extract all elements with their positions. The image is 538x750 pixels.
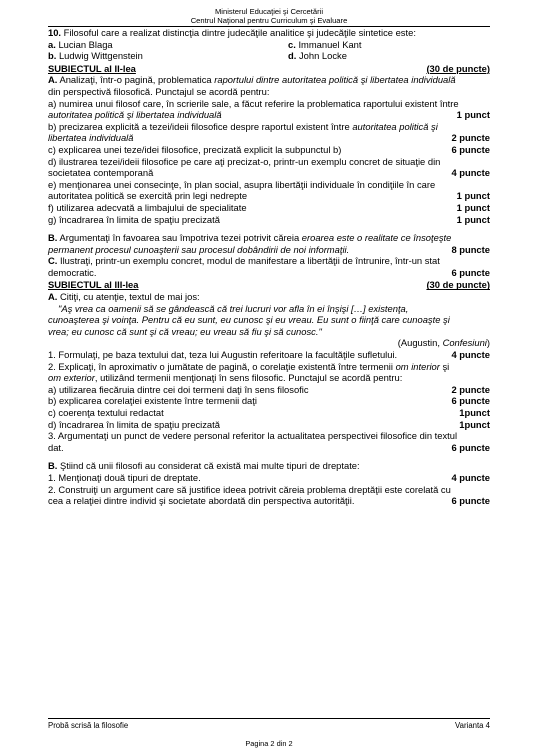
s3-b-item-1: [48, 472, 490, 484]
text: c) coerenţa textului redactat: [48, 407, 164, 418]
item-letter: C.: [48, 255, 58, 267]
text: 1. Menţionaţi două tipuri de dreptate.: [48, 471, 201, 483]
text: democratic.: [48, 266, 97, 278]
s3-item-2-cont: [48, 372, 490, 384]
points: 1 punct: [456, 201, 490, 213]
text: b) explicarea corelaţiei existente între termenii daţi: [48, 395, 257, 407]
question-number: 10.: [48, 27, 62, 38]
points: 4 puncte: [451, 471, 490, 483]
s3-a-intro: [48, 291, 490, 303]
text: , utilizând termenii menţionaţi în sens filosofic. Punctajul se acordă pentru:: [94, 372, 403, 384]
text: şi: [439, 360, 450, 372]
s3-item-2c: [48, 407, 490, 419]
text: Citiţi, cu atenţie, textul de mai jos:: [59, 291, 200, 303]
text: cea a relaţiei dintre individ şi societate abordată din perspectiva autorităţii.: [48, 495, 355, 507]
text: b) precizarea explicită a tezei/ideii filosofice despre raportul existent între: [48, 120, 353, 132]
quote-source: [48, 337, 490, 349]
center-name: Centrul Naţional pentru Curriculum şi Evaluare: [48, 16, 490, 27]
quote-line: "Aş vrea ca oamenii să se gândească că trei lucruri vor afla în ei înşişi […] existenţa,: [58, 302, 409, 314]
s2-item-b: [48, 121, 490, 133]
italic-text: eroarea este o realitate ce însoţeşte: [301, 232, 452, 244]
points: 2 puncte: [451, 383, 490, 395]
answer-options: [48, 39, 490, 62]
text: 2. Explicaţi, în aproximativ o jumătate de pagină, o corelaţie existentă între termenii: [48, 360, 396, 372]
footer-variant: Varianta 4: [455, 721, 490, 730]
s2-c: [48, 255, 490, 267]
footer-exam-name: Probă scrisă la filosofie: [48, 721, 129, 730]
s3-item-1: [48, 349, 490, 361]
s2-a-intro-cont: din perspectivă filosofică. Punctajul se acordă pentru:: [48, 85, 270, 97]
option-letter: a.: [48, 38, 56, 50]
section-points: (30 de puncte): [426, 279, 490, 291]
text: Ilustraţi, printr-un exemplu concret, modul de manifestare a libertăţii de întrunire, într-un stat: [59, 255, 440, 267]
italic-text: autoritatea politică şi: [352, 120, 438, 132]
s2-b-cont: [48, 244, 490, 256]
text: 1. Formulaţi, pe baza textului dat, teza lui Augustin referitoare la facultăţile sufletului.: [48, 349, 398, 361]
s3-b-item-2-cont: [48, 495, 490, 507]
item-letter: A.: [48, 74, 58, 86]
section-points: (30 de puncte): [426, 62, 490, 74]
s2-item-a-cont: [48, 109, 490, 121]
text: Argumentaţi în favoarea sau împotriva tezei potrivit căreia: [59, 232, 302, 244]
s3-b-intro: [48, 460, 490, 472]
italic-text: om exterior: [48, 372, 95, 384]
text: d) încadrarea în limita de spaţiu precizată: [48, 418, 220, 430]
s2-item-e-cont: [48, 190, 490, 202]
points: 6 puncte: [451, 266, 490, 278]
points: 1 punct: [456, 213, 490, 225]
spacer: [48, 225, 490, 232]
s2-b: [48, 232, 490, 244]
section-title: SUBIECTUL al III-lea: [48, 279, 139, 291]
option-d: [288, 50, 490, 62]
points: 2 puncte: [451, 132, 490, 144]
option-b: [48, 50, 288, 62]
italic-text: permanent procesul cunoaşterii sau procesul dobândirii de noi informaţii.: [48, 243, 350, 255]
option-letter: c.: [288, 38, 296, 50]
text: Analizaţi, într-o pagină, problematica: [59, 74, 215, 86]
italic-text: Confesiuni: [442, 337, 487, 349]
points: 1punct: [459, 418, 490, 430]
s2-item-d-cont: [48, 167, 490, 179]
spacer: [48, 453, 490, 460]
question-text: Filosoful care a realizat distincţia dintre judecăţile analitice şi judecăţile sintetice este:: [63, 27, 416, 38]
s2-item-e: e) menţionarea unei consecinţe, în plan social, asupra libertăţii individuale în condiţiile în care: [48, 178, 436, 190]
points: 6 puncte: [451, 441, 490, 453]
points: 1 punct: [456, 109, 490, 121]
text: dat.: [48, 441, 64, 453]
option-text: Lucian Blaga: [58, 38, 113, 50]
exam-page: [48, 7, 490, 507]
text: a) utilizarea fiecăruia dintre cei doi termeni daţi în sens filosofic: [48, 383, 309, 395]
text: autoritatea politică se exercită prin legi nedrepte: [48, 190, 248, 202]
text: ): [486, 337, 490, 349]
points: 1punct: [459, 407, 490, 418]
page-number: Pagina 2 din 2: [245, 739, 293, 748]
section-heading-2: [48, 63, 490, 75]
points: 8 puncte: [451, 243, 490, 255]
points: 6 puncte: [451, 143, 490, 155]
section-heading-3: [48, 279, 490, 291]
s2-item-c: [48, 144, 490, 156]
section-title: SUBIECTUL al II-lea: [48, 62, 136, 74]
page-footer: [48, 718, 490, 731]
text: c) explicarea unei teze/idei filosofice, precizată explicit la subpunctul b): [48, 143, 342, 155]
points: 6 puncte: [451, 495, 490, 507]
text: Ştiind că unii filosofi au considerat că există mai multe tipuri de dreptate:: [59, 460, 360, 472]
page-header: [48, 7, 490, 27]
s3-item-3: 3. Argumentaţi un punct de vedere personal referitor la actualitatea perspectivei filosofice din textul: [48, 430, 458, 442]
italic-text: om interior: [395, 360, 440, 372]
option-c: [288, 39, 490, 51]
item-letter: B.: [48, 460, 58, 472]
option-text: Ludwig Wittgenstein: [58, 50, 143, 62]
points: 6 puncte: [451, 395, 490, 407]
option-letter: d.: [288, 50, 297, 62]
text: societatea contemporană: [48, 167, 154, 179]
s2-c-cont: [48, 267, 490, 279]
option-text: John Locke: [298, 50, 347, 62]
s2-item-a: a) numirea unui filosof care, în scrierile sale, a făcut referire la problematica raportului existent între: [48, 97, 459, 109]
s2-item-g: [48, 214, 490, 226]
s2-item-b-cont: [48, 132, 490, 144]
italic-text: autoritatea politică şi libertatea individuală: [48, 109, 222, 121]
s3-item-2b: [48, 395, 490, 407]
points: 4 puncte: [451, 167, 490, 179]
text: f) utilizarea adecvată a limbajului de specialitate: [48, 201, 247, 213]
s3-item-2a: [48, 384, 490, 396]
s2-item-d: d) ilustrarea tezei/ideii filosofice pe care aţi precizat-o, printr-un exemplu concret de situaţie din: [48, 155, 441, 167]
question-10: [48, 27, 490, 39]
ministry-name: Ministerul Educaţiei şi Cercetării: [214, 7, 324, 16]
item-letter: B.: [48, 232, 58, 244]
option-text: Immanuel Kant: [298, 38, 362, 50]
italic-text: raportului dintre autoritatea politică şi libertatea individuală: [214, 74, 456, 86]
s3-item-2: [48, 361, 490, 373]
italic-text: libertatea individuală: [48, 132, 134, 144]
option-letter: b.: [48, 50, 57, 62]
points: 1 punct: [456, 190, 490, 202]
points: 4 puncte: [451, 349, 490, 361]
s2-item-f: [48, 202, 490, 214]
quote-line: vrea; eu cunosc că sunt şi că vreau; eu vreau să fiu şi să cunosc.": [48, 325, 322, 337]
text: g) încadrarea în limita de spaţiu precizată: [48, 213, 220, 225]
s2-a-intro: [48, 74, 490, 86]
s3-item-3-cont: [48, 442, 490, 454]
s3-item-2d: [48, 419, 490, 431]
text: (Augustin,: [397, 337, 443, 349]
quote-line: cunoaşterea şi voinţa. Pentru că eu sunt, eu cunosc şi eu vreau. Eu sunt o fiinţă care cunoaşte şi: [48, 314, 450, 326]
item-letter: A.: [48, 291, 58, 303]
option-a: [48, 39, 288, 51]
s3-b-item-2: 2. Construiţi un argument care să justifice ideea potrivit căreia problema dreptăţii este corelată cu: [48, 483, 451, 495]
